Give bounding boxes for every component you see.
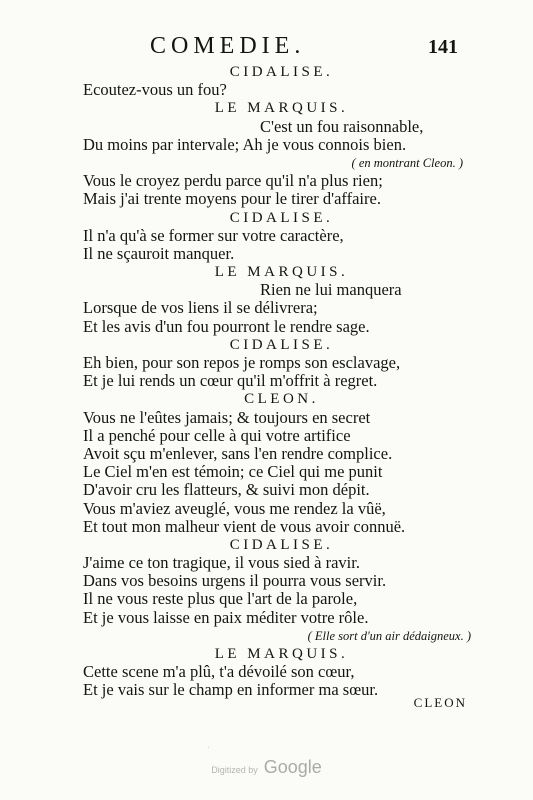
speaker-name: LE MARQUIS.: [214, 646, 349, 662]
verse-line: Il a penché pour celle à qui votre artifice: [83, 425, 351, 445]
verse-line: Et je lui rends un cœur qu'il m'offrit à regret.: [83, 371, 378, 391]
scan-mark: ʿ: [207, 746, 211, 757]
verse-line: Il n'a qu'à se former sur votre caractère,: [83, 225, 344, 245]
speaker-name: CIDALISE.: [229, 209, 334, 226]
verse-line: Le Ciel m'en est témoin; ce Ciel qui me punit: [83, 462, 383, 482]
page-header: [0, 34, 533, 58]
verse-line: Mais j'ai trente moyens pour le tirer d'affaire.: [83, 189, 381, 209]
verse-line: Vous ne l'eûtes jamais; & toujours en secret: [83, 407, 371, 427]
verse-line: Vous le croyez perdu parce qu'il n'a plus rien;: [83, 171, 383, 191]
catchword: CLEON: [413, 695, 467, 710]
verse-line: Et les avis d'un fou pourront le rendre sage.: [83, 316, 370, 336]
running-title: COMEDIE.: [150, 33, 306, 59]
speaker-name: LE MARQUIS.: [214, 100, 349, 117]
verse-line: Et je vais sur le champ en informer ma sœur.: [83, 680, 379, 700]
verse-line: Et tout mon malheur vient de vous avoir connuë.: [83, 516, 406, 536]
speaker-name: CIDALISE.: [229, 336, 334, 353]
verse-line: J'aime ce ton tragique, il vous sied à ravir.: [83, 553, 360, 573]
verse-line: Du moins par intervale; Ah je vous connois bien.: [83, 134, 407, 154]
speaker-name: CIDALISE.: [229, 536, 334, 553]
verse-line: Ecoutez-vous un fou?: [83, 80, 227, 100]
verse-line: Avoit sçu m'enlever, sans l'en rendre complice.: [83, 443, 393, 463]
verse-line: Et je vous laisse en paix méditer votre rôle.: [83, 607, 369, 627]
play-text: [0, 63, 533, 700]
digitization-footer: [0, 757, 533, 778]
speaker-name: CLEON.: [244, 391, 319, 408]
verse-line: Dans vos besoins urgens il pourra vous servir.: [83, 571, 387, 591]
verse-line: Lorsque de vos liens il se délivrera;: [83, 298, 318, 318]
verse-line: Vous m'aviez aveuglé, vous me rendez la vûë,: [83, 498, 386, 518]
speaker-name: CIDALISE.: [229, 64, 334, 80]
google-logo: Google: [263, 757, 322, 777]
verse-line: Cette scene m'a plû, t'a dévoilé son cœur,: [83, 662, 355, 682]
stage-direction: ( en montrant Cleon. ): [351, 155, 463, 170]
verse-line: Eh bien, pour son repos je romps son esclavage,: [83, 353, 401, 372]
digitized-label: Digitized by: [211, 765, 258, 775]
verse-line: Il ne sçauroit manquer.: [83, 243, 235, 263]
verse-line: C'est un fou raisonnable,: [260, 116, 424, 136]
verse-line: D'avoir cru les flatteurs, & suivi mon dépit.: [83, 480, 370, 500]
speaker-name: LE MARQUIS.: [214, 264, 349, 281]
verse-line: Rien ne lui manquera: [260, 280, 402, 300]
page-number: 141: [428, 36, 458, 58]
stage-direction: ( Elle sort d'un air dédaigneux. ): [307, 628, 471, 643]
verse-line: Il ne vous reste plus que l'art de la parole,: [83, 589, 358, 609]
